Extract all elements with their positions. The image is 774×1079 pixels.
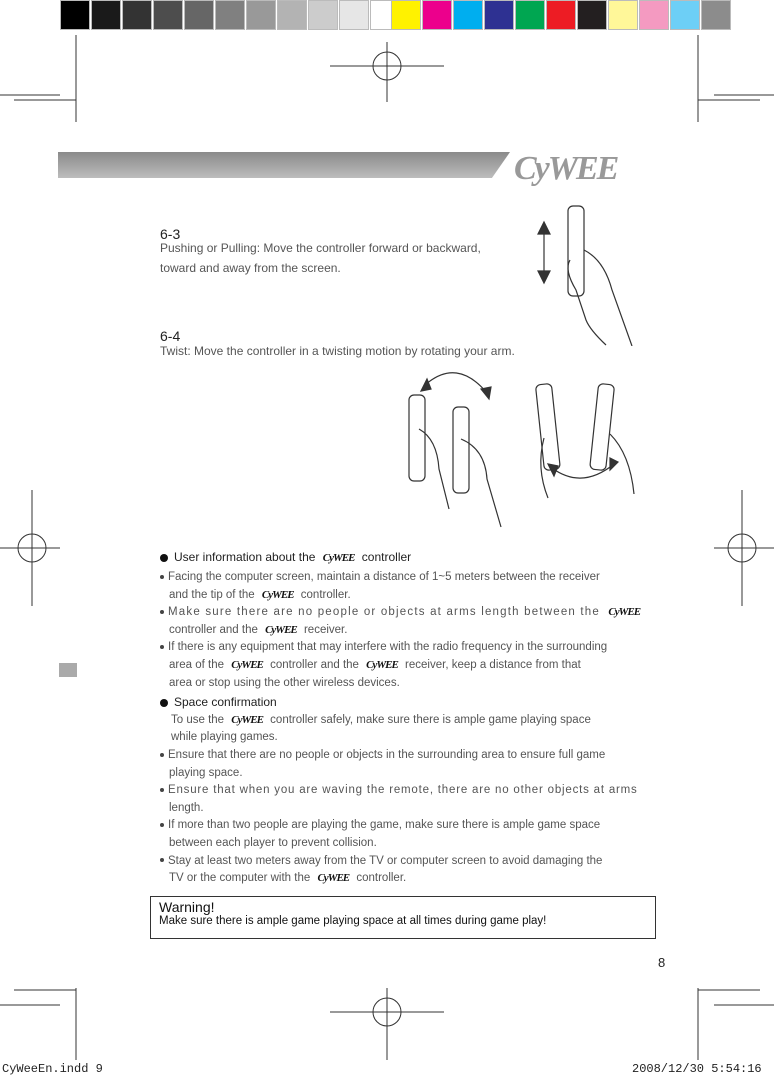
page-number: 8 [658,955,666,970]
space-confirmation-heading: Space confirmation [160,694,647,712]
section-6-4-title: 6-4 [160,328,181,344]
bullet-3: If there is any equipment that may interfere with the radio frequency in the surrounding [160,639,647,657]
twist-illustration-left [395,365,515,530]
user-info-list: Facing the computer screen, maintain a distance of 1~5 meters between the receiver and the tip of the CyWEE controller. Make sure there are no people or objects at arms length between the CyWEE controller and the CyWEE receiver. If there is any equipment that may interfere with the radio frequency in the surrounding area of the CyWEE controller and the CyWEE receiver, keep a distance from that area or stop using the other wireless devices. Space confirmation To use the CyWEE controller safely, make sure there is ample game playing space while playing games. Ensure that there are no people or objects in the surrounding area to ensure full game playing space. Ensure that when you are waving the remote, there are no other objects at arms length. If more than two people are playing the game, make sure there is ample game space between each player to prevent collision. Stay at least two meters away from the TV or computer screen to avoid damaging the TV or the computer with the CyWEE controller. [160,569,647,888]
section-6-4-text: Twist: Move the controller in a twisting motion by rotating your arm. [160,344,515,358]
footer-date: 2008/12/30 5:54:16 [632,1062,762,1076]
warning-text: Make sure there is ample game playing space at all times during game play! [159,915,547,927]
side-marker [59,663,77,677]
bullet-4: Ensure that there are no people or objects in the surrounding area to ensure full game [160,747,647,765]
bullet-5: Ensure that when you are waving the remote, there are no other objects at arms [160,782,647,800]
user-info-heading: User information about the CyWEE controller [160,550,411,564]
bullet-2: Make sure there are no people or objects at arms length between the CyWEE [160,604,647,622]
push-pull-illustration [530,200,640,346]
bullet-1: Facing the computer screen, maintain a distance of 1~5 meters between the receiver [160,569,647,587]
brand-logo: CyWEE [514,150,618,187]
section-6-3-title: 6-3 [160,226,181,242]
bullet-7: Stay at least two meters away from the TV or computer screen to avoid damaging the [160,853,647,871]
section-6-3-text: Pushing or Pulling: Move the controller forward or backward, toward and away from the screen. [160,241,481,275]
cywee-logo: CyWEE [322,552,355,564]
bullet-6: If more than two people are playing the game, make sure there is ample game space [160,817,647,835]
warning-title: Warning! [159,899,215,915]
warning-box [150,896,656,939]
header-bar [58,152,510,178]
twist-illustration-right [530,378,645,513]
footer-file: CyWeeEn.indd 9 [2,1062,103,1076]
